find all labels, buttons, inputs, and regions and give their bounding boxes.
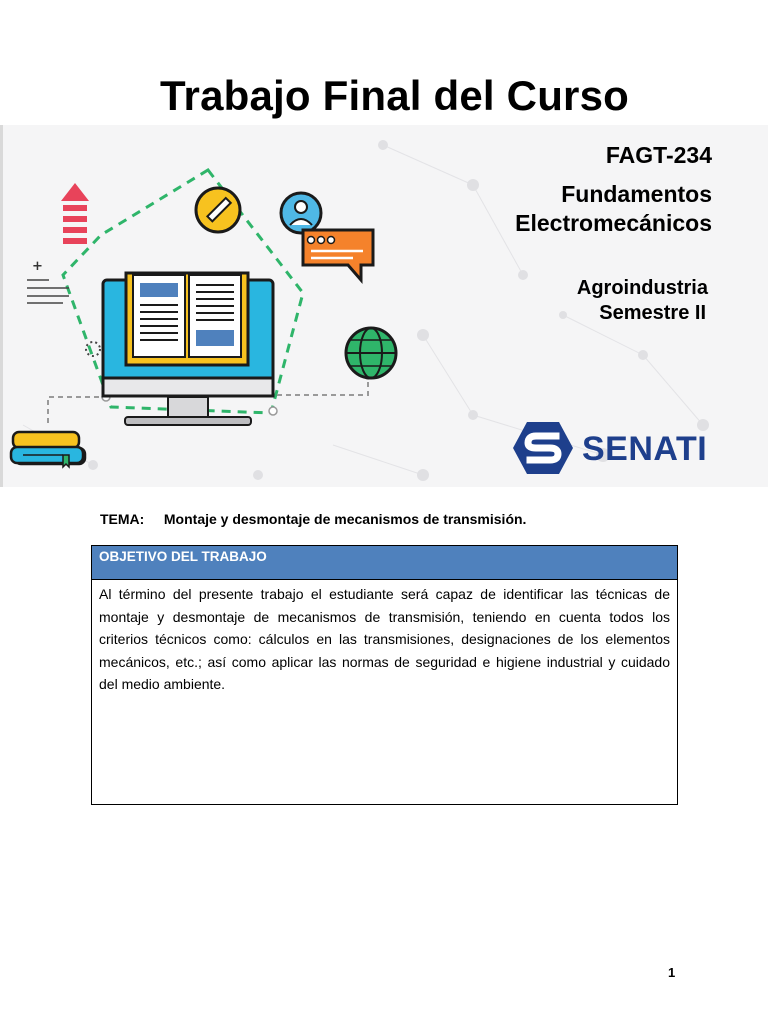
tema-line (100, 511, 526, 527)
objective-table (91, 545, 678, 805)
objective-header: OBJETIVO DEL TRABAJO (92, 546, 677, 580)
course-name-line2: Electromecánicos (515, 210, 712, 236)
document-title: Trabajo Final del Curso (160, 72, 630, 119)
tema-value: Montaje y desmontaje de mecanismos de transmisión. (163, 511, 527, 527)
page-number: 1 (668, 965, 676, 980)
course-name (515, 180, 712, 238)
semester-label: Semestre II (599, 302, 706, 324)
objective-text: Al término del presente trabajo el estudiante será capaz de identificar las técnicas de montaje y desmontaje de mecanismos de transmisión, teniendo en cuenta todos los criterios técnicos como: cálculos en las transmisiones, designaciones de los elementos mecánicos, etc.; así como aplicar las normas de seguridad e higiene industrial y cuidado del medio ambiente. (99, 586, 670, 692)
program-name: Agroindustria (576, 277, 708, 299)
senati-logo (512, 420, 712, 480)
course-code: FAGT-234 (605, 142, 712, 168)
svg-text:+: + (32, 259, 43, 274)
senati-emblem-icon (512, 420, 574, 476)
program-info (577, 276, 708, 326)
course-name-line1: Fundamentos (561, 181, 712, 207)
tema-label: TEMA: (100, 511, 145, 527)
senati-logo-text: SENATI (582, 430, 708, 468)
